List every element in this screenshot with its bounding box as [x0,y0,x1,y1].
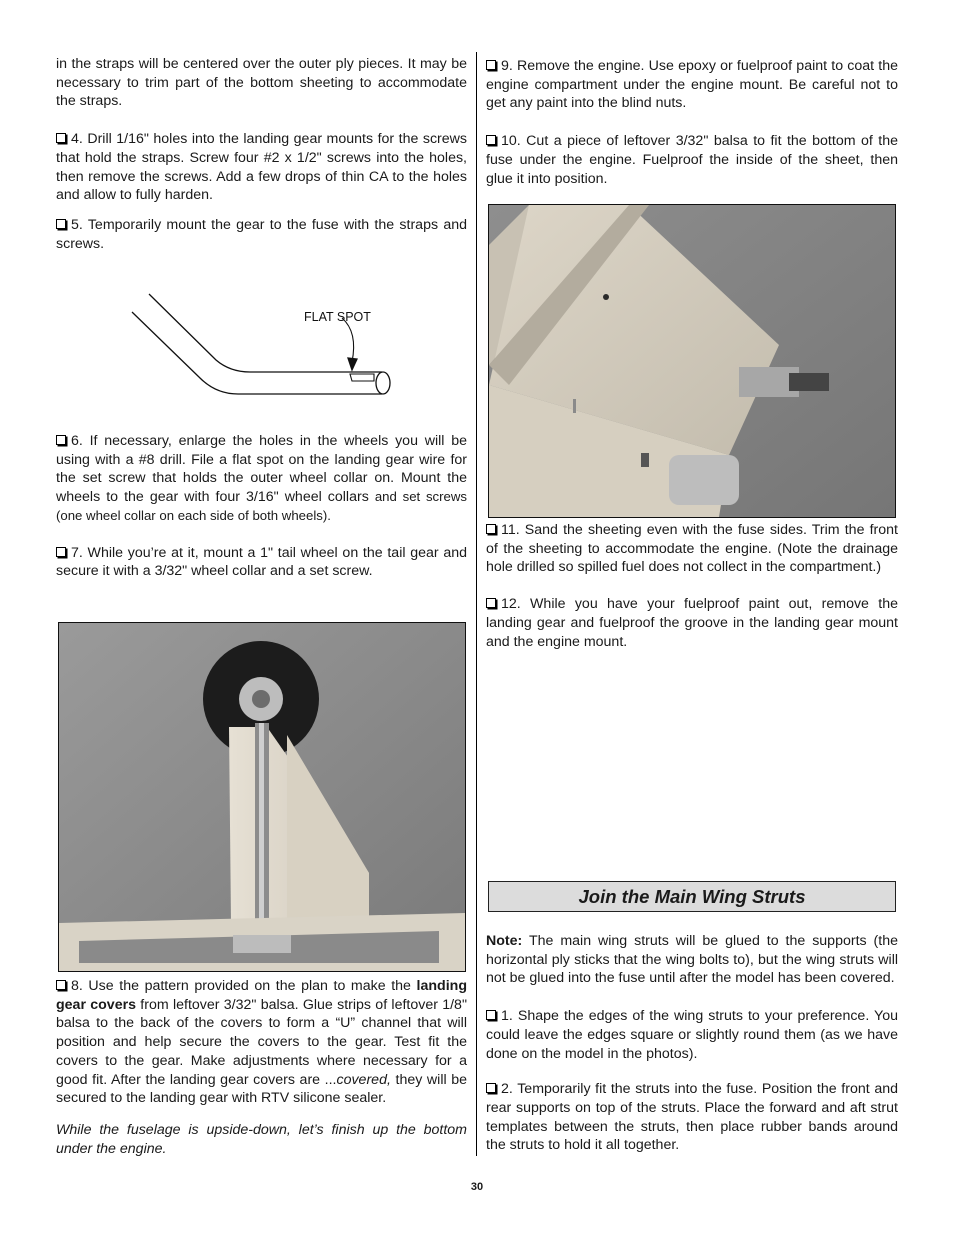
checkbox-icon[interactable] [486,598,496,608]
strut-step-2: 2. Temporarily fit the struts into the fuse. Position the front and rear supports on top of the struts. Place the forward and aft strut templates between the struts, then place rubber bands around the struts to hold it all together. [486,1081,898,1154]
right-column-bottom [486,932,898,1155]
closing-note: While the fuselage is upside-down, let’s finish up the bottom under the engine. [56,1121,467,1157]
step-11: 11. Sand the sheeting even with the fuse sides. Trim the front of the sheeting to accommodate the engine. (Note the drainage hole drilled so spilled fuel does not collect in the compartment.) [486,522,898,576]
flat-spot-label: FLAT SPOT [304,310,371,324]
page-number: 30 [470,1181,484,1193]
checkbox-icon[interactable] [486,1083,496,1093]
left-column [56,50,467,253]
checkbox-icon[interactable] [486,524,496,534]
intro-paragraph: in the straps will be centered over the outer ply pieces. It may be necessary to trim part of the bottom sheeting to accommodate the straps. [56,56,467,110]
checkbox-icon[interactable] [56,435,66,445]
landing-gear-photo [58,622,466,972]
checkbox-icon[interactable] [56,133,66,143]
right-column-middle [486,521,898,651]
right-column [486,50,898,188]
landing-gear-photo-image [59,623,465,971]
checkbox-icon[interactable] [486,135,496,145]
strut-step-1: 1. Shape the edges of the wing struts to your preference. You could leave the edges square or slightly round them (as we have done on the model in the photos). [486,1008,898,1062]
step-9: 9. Remove the engine. Use epoxy or fuelproof paint to coat the engine compartment under the engine mount. Be careful not to get any paint into the blind nuts. [486,58,898,112]
column-divider [476,52,477,1156]
engine-compartment-photo [488,204,896,518]
section-heading-wing-struts: Join the Main Wing Struts [488,881,896,912]
landing-gear-wire-diagram [120,288,410,400]
checkbox-icon[interactable] [56,547,66,557]
step-4: 4. Drill 1/16" holes into the landing gear mounts for the screws that hold the straps. Screw four #2 x 1/2" screws into the holes, then remove the screws. Add a few drops of thin CA to the holes and allow to fully harden. [56,131,467,204]
step-5: 5. Temporarily mount the gear to the fuse with the straps and screws. [56,216,467,252]
step-6: 6. If necessary, enlarge the holes in the wheels you will be using with a #8 drill. File a flat spot on the landing gear wire for the set screw that holds the outer wheel collar on. Mount the wheels to the gear with four 3/16" wheel collars and set screws (one wheel collar on each side of both wheels). [56,433,467,523]
checkbox-icon[interactable] [56,219,66,229]
checkbox-icon[interactable] [486,60,496,70]
step-12: 12. While you have your fuelproof paint out, remove the landing gear and fuelproof the groove in the landing gear mount and the engine mount. [486,596,898,650]
step-10: 10. Cut a piece of leftover 3/32" balsa to fit the bottom of the fuse under the engine. Fuelproof the inside of the sheet, then glue it into position. [486,133,898,187]
note-paragraph: Note: The main wing struts will be glued to the supports (the horizontal ply sticks that the wing bolts to), but the wing struts will not be glued into the fuse until after the model has been covered. [486,933,898,987]
left-column-middle [56,432,467,581]
checkbox-icon[interactable] [486,1010,496,1020]
left-column-bottom [56,977,467,1158]
checkbox-icon[interactable] [56,980,66,990]
step-8: 8. Use the pattern provided on the plan to make the landing gear covers from leftover 3/32" balsa. Glue strips of leftover 1/8" balsa to the back of the covers to form a “U” channel that will position and help secure the covers to the gear. Test fit the covers to the gear. Make adjustments where necessary for a good fit. After the landing gear covers are ...covered, they will be secured to the landing gear with RTV silicone sealer. [56,978,467,1107]
engine-compartment-photo-image [489,205,895,517]
step-7: 7. While you’re at it, mount a 1" tail wheel on the tail gear and secure it with a 3/32" wheel collar and a set screw. [56,544,467,580]
